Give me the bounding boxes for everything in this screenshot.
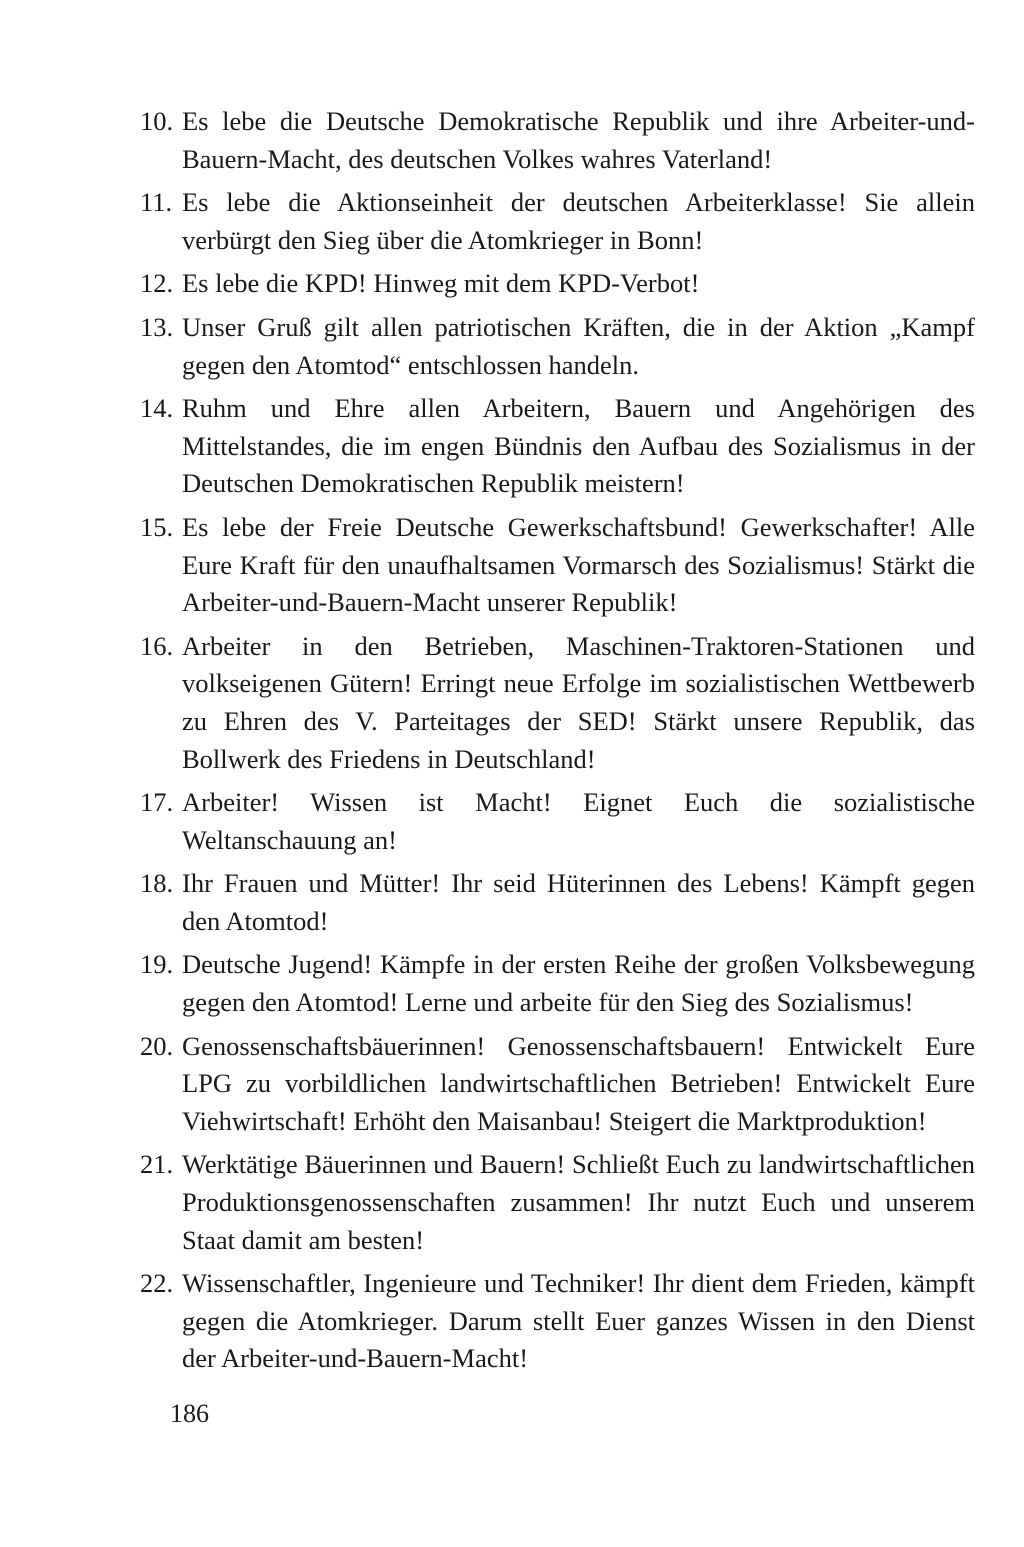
page-number: 186 [170, 1399, 209, 1428]
item-number: 22. [140, 1268, 174, 1299]
item-number: 20. [140, 1030, 174, 1061]
item-text: Genossenschaftsbäuerinnen! Genossenschaftsbauern! Entwickelt Eure LPG zu vorbildlichen landwirtschaftlichen Betrieben! Entwickelt Eure Viehwirtschaft! Erhöht den Maisanbau! Steigert die Marktproduktion! [182, 1030, 975, 1136]
list-item [140, 1028, 975, 1141]
slogan-list [140, 103, 975, 1384]
list-item [140, 628, 975, 778]
item-number: 11. [140, 187, 173, 218]
item-text: Ihr Frauen und Mütter! Ihr seid Hüterinnen des Lebens! Kämpft gegen den Atomtod! [182, 868, 975, 936]
item-text: Es lebe die Deutsche Demokratische Republik und ihre Arbeiter-und-Bauern-Macht, des deutschen Volkes wahres Vaterland! [182, 106, 975, 174]
list-item [140, 309, 975, 384]
item-text: Es lebe der Freie Deutsche Gewerkschaftsbund! Gewerkschafter! Alle Eure Kraft für den unaufhaltsamen Vormarsch des Sozialismus! Stärkt die Arbeiter-und-Bauern-Macht unserer Republik! [182, 511, 975, 618]
item-text: Wissenschaftler, Ingenieure und Techniker! Ihr dient dem Frieden, kämpft gegen die Atomkrieger. Darum stellt Euer ganzes Wissen in den Dienst der Arbeiter-und-Bauern-Macht! [182, 1268, 975, 1374]
item-number: 14. [140, 393, 174, 424]
item-number: 15. [140, 511, 174, 542]
list-item [140, 946, 975, 1021]
list-item [140, 184, 975, 259]
list-item [140, 865, 975, 940]
list-item [140, 103, 975, 178]
item-text: Es lebe die KPD! Hinweg mit dem KPD-Verbot! [182, 268, 700, 299]
item-text: Arbeiter in den Betrieben, Maschinen-Traktoren-Stationen und volkseigenen Gütern! Erringt neue Erfolge im sozialistischen Wettbewerb zu Ehren des V. Parteitages der SED! Stärkt unsere Republik, das Bollwerk des Friedens in Deutschland! [182, 630, 975, 774]
list-item [140, 390, 975, 503]
item-number: 17. [140, 787, 174, 818]
item-text: Werktätige Bäuerinnen und Bauern! Schließt Euch zu landwirtschaftlichen Produktionsgenossenschaften zusammen! Ihr nutzt Euch und unserem Staat damit am besten! [182, 1149, 975, 1255]
list-item [140, 265, 975, 303]
list-item [140, 1265, 975, 1378]
list-item [140, 1146, 975, 1259]
item-number: 18. [140, 868, 174, 899]
item-text: Es lebe die Aktionseinheit der deutschen Arbeiterklasse! Sie allein verbürgt den Sieg über die Atomkrieger in Bonn! [182, 187, 975, 255]
item-number: 16. [140, 630, 174, 661]
item-number: 12. [140, 268, 174, 299]
list-item [140, 784, 975, 859]
item-number: 10. [140, 106, 174, 136]
item-text: Deutsche Jugend! Kämpfe in der ersten Reihe der großen Volksbewegung gegen den Atomtod! Lerne und arbeite für den Sieg des Sozialismus! [182, 949, 975, 1018]
item-number: 19. [140, 949, 174, 980]
item-text: Unser Gruß gilt allen patriotischen Kräften, die in der Aktion „Kampf gegen den Atomtod“ entschlossen handeln. [182, 311, 975, 380]
item-text: Ruhm und Ehre allen Arbeitern, Bauern und Angehörigen des Mittelstandes, die im engen Bündnis den Aufbau des Sozialismus in der Deutschen Demokratischen Republik meistern! [182, 393, 975, 499]
item-text: Arbeiter! Wissen ist Macht! Eignet Euch die sozialistische Weltanschauung an! [182, 787, 975, 855]
item-number: 13. [140, 311, 174, 342]
list-item [140, 509, 975, 622]
item-number: 21. [140, 1149, 174, 1180]
